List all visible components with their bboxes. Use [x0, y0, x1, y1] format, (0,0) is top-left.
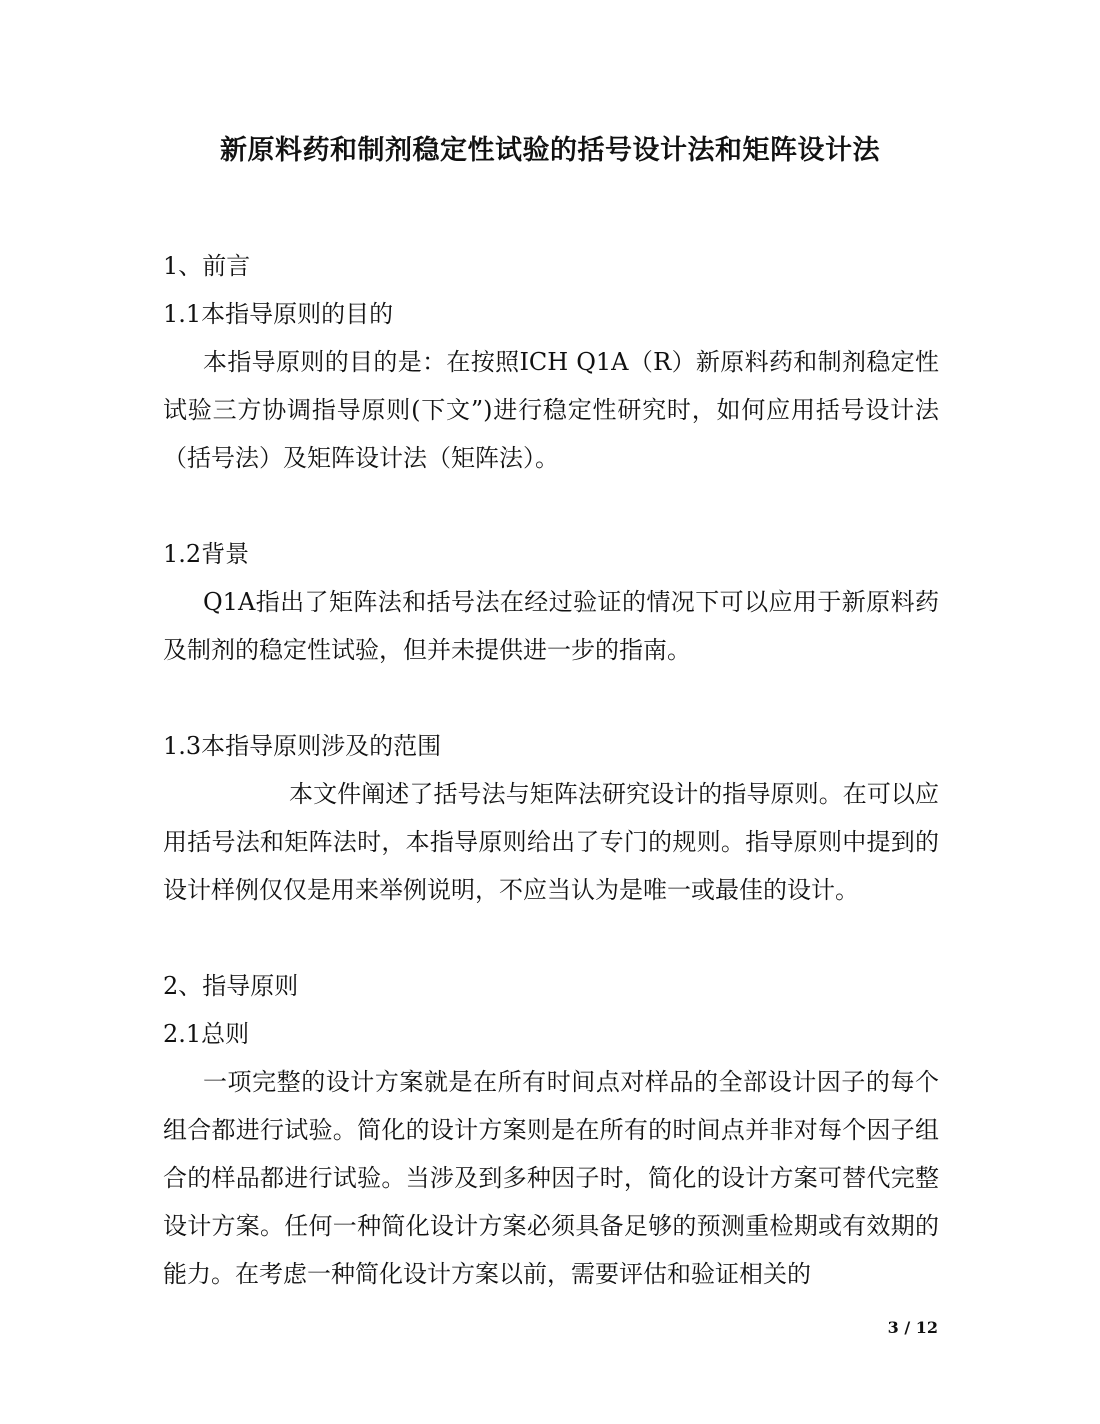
section-1-3-heading: 1.3本指导原则涉及的范围: [163, 732, 442, 760]
paragraph-spacer: [163, 914, 939, 962]
section-1-1-heading: 1.1本指导原则的目的: [163, 300, 394, 328]
paragraph-spacer: [163, 482, 939, 530]
section-1-3-paragraph: 本文件阐述了括号法与矩阵法研究设计的指导原则。在可以应用括号法和矩阵法时，本指导原则给出了专门的规则。指导原则中提到的设计样例仅仅是用来举例说明，不应当认为是唯一或最佳的设计。: [163, 780, 939, 904]
page-number: 3 / 12: [887, 1318, 938, 1337]
section-2-1-heading: 2.1总则: [163, 1020, 250, 1048]
document-title: 新原料药和制剂稳定性试验的括号设计法和矩阵设计法: [220, 135, 880, 166]
section-1-1-paragraph: 本指导原则的目的是：在按照ICH Q1A（R）新原料药和制剂稳定性试验三方协调指导原则(下文”)进行稳定性研究时，如何应用括号设计法（括号法）及矩阵设计法（矩阵法）。: [163, 348, 939, 472]
section-2-heading: 2、指导原则: [163, 972, 299, 1000]
section-2-1-paragraph: 一项完整的设计方案就是在所有时间点对样品的全部设计因子的每个组合都进行试验。简化的设计方案则是在所有的时间点并非对每个因子组合的样品都进行试验。当涉及到多种因子时，简化的设计方案可替代完整设计方案。任何一种简化设计方案必须具备足够的预测重检期或有效期的能力。在考虑一种简化设计方案以前，需要评估和验证相关的: [163, 1068, 939, 1288]
document-body: [163, 242, 939, 1298]
section-1-2-heading: 1.2背景: [163, 540, 250, 568]
section-1-2-paragraph: Q1A指出了矩阵法和括号法在经过验证的情况下可以应用于新原料药及制剂的稳定性试验，但并未提供进一步的指南。: [163, 588, 939, 664]
paragraph-spacer: [163, 674, 939, 722]
section-1-heading: 1、前言: [163, 252, 251, 280]
